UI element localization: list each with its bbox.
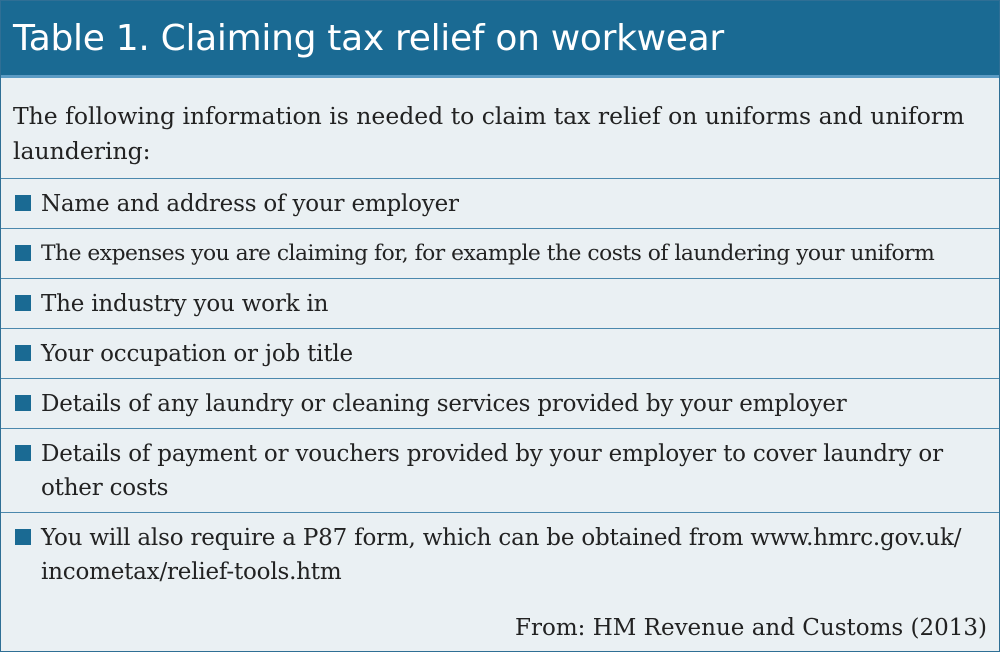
square-bullet-icon xyxy=(15,529,31,545)
list-item xyxy=(1,379,999,429)
square-bullet-icon xyxy=(15,245,31,261)
list-item xyxy=(1,179,999,229)
square-bullet-icon xyxy=(15,395,31,411)
table-intro: The following information is needed to claim tax relief on uniforms and uniform laundering: xyxy=(1,78,999,179)
list-item-text: You will also require a P87 form, which can be obtained from www.hmrc.gov.uk/ incometax/relief-tools.htm xyxy=(41,525,962,585)
list-item xyxy=(1,329,999,379)
table-header xyxy=(1,1,999,78)
list-item-text: Details of payment or vouchers provided by your employer to cover laundry or other costs xyxy=(41,441,943,501)
list-item-text: The industry you work in xyxy=(41,291,329,317)
list-item-text: The expenses you are claiming for, for example the costs of laundering your uniform xyxy=(41,241,935,266)
list-item-text: Details of any laundry or cleaning services provided by your employer xyxy=(41,391,847,417)
square-bullet-icon xyxy=(15,345,31,361)
list-item xyxy=(1,279,999,329)
source-citation: From: HM Revenue and Customs (2013) xyxy=(515,615,987,641)
list-item-text: Your occupation or job title xyxy=(41,341,353,367)
square-bullet-icon xyxy=(15,445,31,461)
list-item-text: Name and address of your employer xyxy=(41,191,459,217)
list-item xyxy=(1,513,999,597)
list-item xyxy=(1,429,999,513)
requirements-list xyxy=(1,179,999,597)
square-bullet-icon xyxy=(15,295,31,311)
table-title: Table 1. Claiming tax relief on workwear xyxy=(13,17,724,59)
square-bullet-icon xyxy=(15,195,31,211)
list-item xyxy=(1,229,999,279)
